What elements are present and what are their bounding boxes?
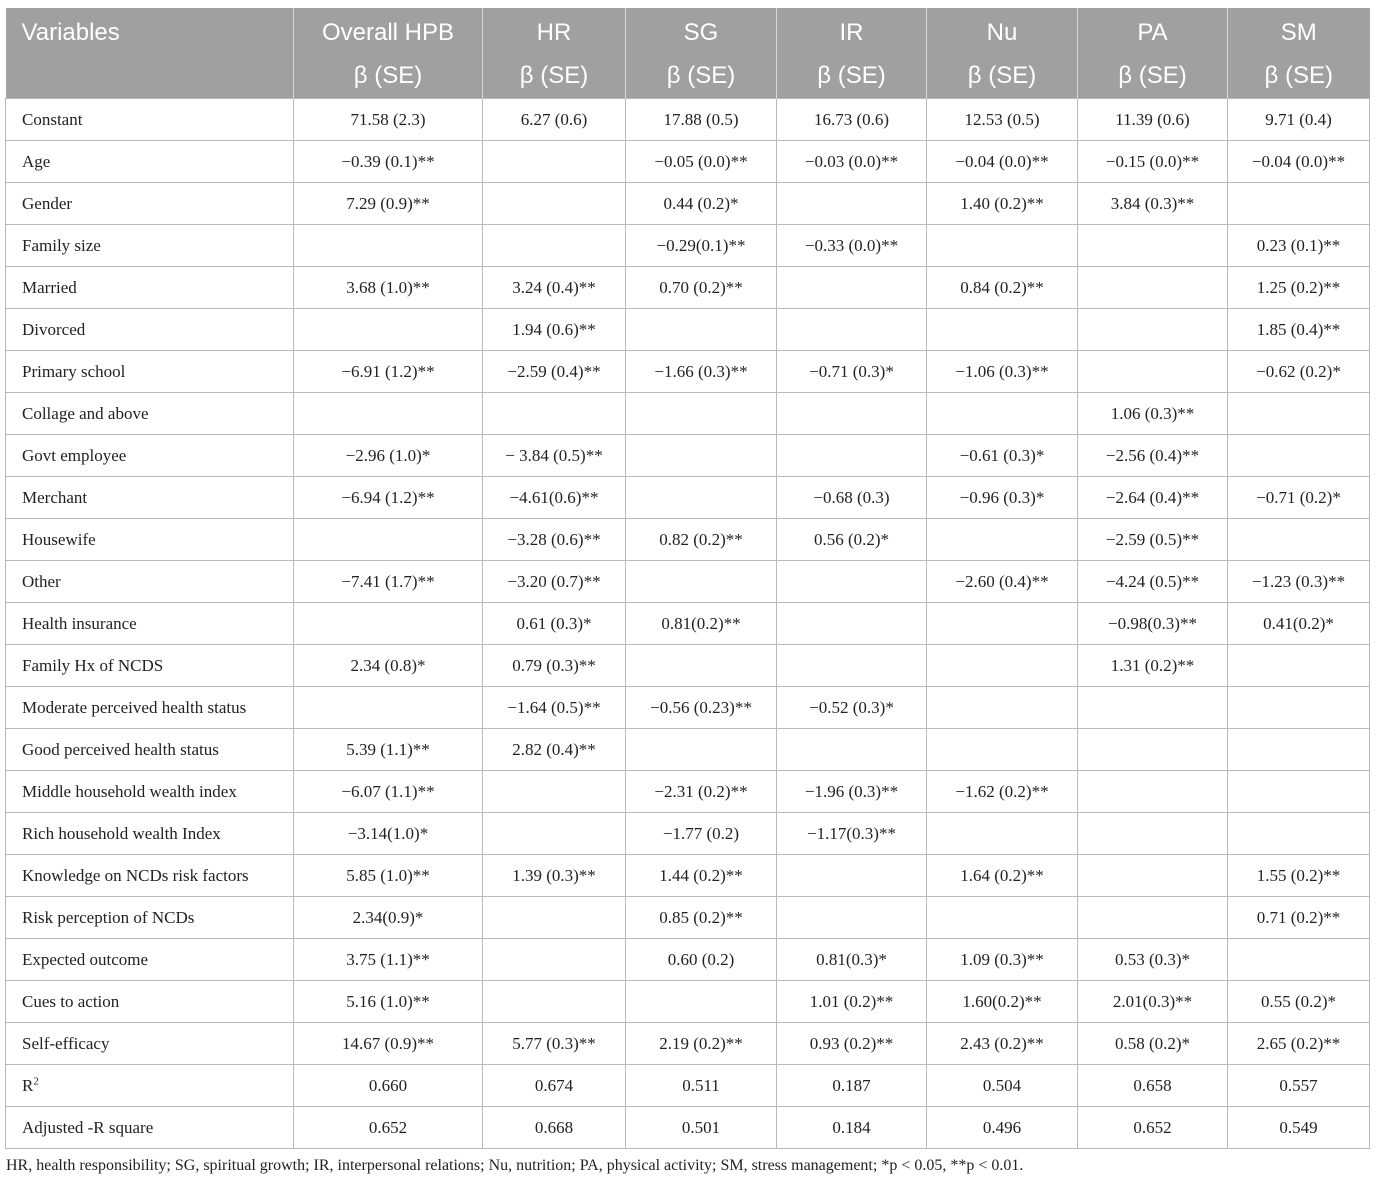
table-cell bbox=[483, 225, 626, 267]
row-label: Family Hx of NCDS bbox=[6, 645, 294, 687]
table-row bbox=[6, 393, 1370, 435]
table-cell bbox=[927, 645, 1078, 687]
table-row bbox=[6, 267, 1370, 309]
table-cell: 1.60(0.2)** bbox=[927, 981, 1078, 1023]
table-cell: 1.31 (0.2)** bbox=[1078, 645, 1228, 687]
table-cell: −1.77 (0.2) bbox=[626, 813, 777, 855]
table-cell: −0.03 (0.0)** bbox=[777, 141, 927, 183]
table-cell bbox=[777, 267, 927, 309]
table-cell: 0.501 bbox=[626, 1107, 777, 1149]
table-cell: 0.70 (0.2)** bbox=[626, 267, 777, 309]
table-cell: 1.64 (0.2)** bbox=[927, 855, 1078, 897]
table-row bbox=[6, 1107, 1370, 1149]
table-row bbox=[6, 225, 1370, 267]
table-cell: 0.187 bbox=[777, 1065, 927, 1107]
table-cell bbox=[294, 519, 483, 561]
table-cell: −2.56 (0.4)** bbox=[1078, 435, 1228, 477]
table-cell bbox=[1078, 309, 1228, 351]
table-cell: 0.660 bbox=[294, 1065, 483, 1107]
table-cell bbox=[483, 813, 626, 855]
table-cell bbox=[777, 183, 927, 225]
table-cell bbox=[483, 183, 626, 225]
subheader-beta-se: β (SE) bbox=[1078, 54, 1228, 99]
table-cell: 3.75 (1.1)** bbox=[294, 939, 483, 981]
table-row bbox=[6, 645, 1370, 687]
row-label: Risk perception of NCDs bbox=[6, 897, 294, 939]
table-cell: 6.27 (0.6) bbox=[483, 99, 626, 141]
table-cell: −4.24 (0.5)** bbox=[1078, 561, 1228, 603]
table-header bbox=[6, 8, 1370, 99]
table-cell: −0.71 (0.2)* bbox=[1228, 477, 1370, 519]
table-cell bbox=[626, 477, 777, 519]
table-cell: −2.64 (0.4)** bbox=[1078, 477, 1228, 519]
table-cell: −0.62 (0.2)* bbox=[1228, 351, 1370, 393]
table-cell: 9.71 (0.4) bbox=[1228, 99, 1370, 141]
row-label: Knowledge on NCDs risk factors bbox=[6, 855, 294, 897]
header-sm: SM bbox=[1228, 8, 1370, 54]
table-row bbox=[6, 855, 1370, 897]
table-cell: −2.59 (0.4)** bbox=[483, 351, 626, 393]
subheader-beta-se: β (SE) bbox=[626, 54, 777, 99]
table-cell: 0.61 (0.3)* bbox=[483, 603, 626, 645]
table-cell: −0.33 (0.0)** bbox=[777, 225, 927, 267]
table-row bbox=[6, 561, 1370, 603]
table-cell: 0.58 (0.2)* bbox=[1078, 1023, 1228, 1065]
table-cell: −6.94 (1.2)** bbox=[294, 477, 483, 519]
table-cell: −0.68 (0.3) bbox=[777, 477, 927, 519]
table-cell bbox=[1228, 939, 1370, 981]
table-cell: − 3.84 (0.5)** bbox=[483, 435, 626, 477]
table-cell: 0.71 (0.2)** bbox=[1228, 897, 1370, 939]
table-cell: −0.71 (0.3)* bbox=[777, 351, 927, 393]
table-cell bbox=[626, 981, 777, 1023]
header-overall-hpb: Overall HPB bbox=[294, 8, 483, 54]
table-cell: 0.41(0.2)* bbox=[1228, 603, 1370, 645]
table-cell: 5.77 (0.3)** bbox=[483, 1023, 626, 1065]
table-cell: 0.549 bbox=[1228, 1107, 1370, 1149]
table-cell: −2.31 (0.2)** bbox=[626, 771, 777, 813]
table-cell: −0.98(0.3)** bbox=[1078, 603, 1228, 645]
table-cell: −0.04 (0.0)** bbox=[927, 141, 1078, 183]
row-label: Family size bbox=[6, 225, 294, 267]
table-cell: −0.15 (0.0)** bbox=[1078, 141, 1228, 183]
table-cell: −1.96 (0.3)** bbox=[777, 771, 927, 813]
table-cell bbox=[1228, 687, 1370, 729]
superscript-2: 2 bbox=[33, 1074, 39, 1087]
table-cell: −7.41 (1.7)** bbox=[294, 561, 483, 603]
table-cell: 0.60 (0.2) bbox=[626, 939, 777, 981]
subheader-beta-se: β (SE) bbox=[483, 54, 626, 99]
table-cell: 2.34 (0.8)* bbox=[294, 645, 483, 687]
table-cell bbox=[1228, 393, 1370, 435]
table-cell bbox=[1078, 687, 1228, 729]
header-row-beta-se bbox=[6, 54, 1370, 99]
table-cell: 0.557 bbox=[1228, 1065, 1370, 1107]
table-cell: 1.39 (0.3)** bbox=[483, 855, 626, 897]
table-cell bbox=[294, 309, 483, 351]
table-cell: 1.44 (0.2)** bbox=[626, 855, 777, 897]
table-cell: 0.668 bbox=[483, 1107, 626, 1149]
table-cell: −3.28 (0.6)** bbox=[483, 519, 626, 561]
table-cell: 0.81(0.2)** bbox=[626, 603, 777, 645]
table-cell: −1.62 (0.2)** bbox=[927, 771, 1078, 813]
table-cell: −1.23 (0.3)** bbox=[1228, 561, 1370, 603]
table-cell: 71.58 (2.3) bbox=[294, 99, 483, 141]
table-cell: −2.59 (0.5)** bbox=[1078, 519, 1228, 561]
table-cell: −6.91 (1.2)** bbox=[294, 351, 483, 393]
table-cell: 17.88 (0.5) bbox=[626, 99, 777, 141]
table-cell: 16.73 (0.6) bbox=[777, 99, 927, 141]
table-cell bbox=[1078, 813, 1228, 855]
table-cell bbox=[927, 603, 1078, 645]
subheader-beta-se: β (SE) bbox=[294, 54, 483, 99]
table-cell bbox=[927, 897, 1078, 939]
table-cell bbox=[927, 729, 1078, 771]
table-cell: 2.43 (0.2)** bbox=[927, 1023, 1078, 1065]
table-cell: 0.84 (0.2)** bbox=[927, 267, 1078, 309]
table-row bbox=[6, 897, 1370, 939]
table-cell: 1.09 (0.3)** bbox=[927, 939, 1078, 981]
row-label: Adjusted -R square bbox=[6, 1107, 294, 1149]
table-cell bbox=[1228, 519, 1370, 561]
table-cell bbox=[483, 939, 626, 981]
row-label: Primary school bbox=[6, 351, 294, 393]
row-label: Expected outcome bbox=[6, 939, 294, 981]
table-cell bbox=[1228, 645, 1370, 687]
table-cell: 1.01 (0.2)** bbox=[777, 981, 927, 1023]
table-row bbox=[6, 729, 1370, 771]
table-cell bbox=[777, 855, 927, 897]
table-cell bbox=[1078, 225, 1228, 267]
table-cell: 2.34(0.9)* bbox=[294, 897, 483, 939]
table-row bbox=[6, 1065, 1370, 1107]
table-row bbox=[6, 183, 1370, 225]
table-cell: 1.06 (0.3)** bbox=[1078, 393, 1228, 435]
table-cell: 0.674 bbox=[483, 1065, 626, 1107]
table-cell: 3.68 (1.0)** bbox=[294, 267, 483, 309]
table-row bbox=[6, 477, 1370, 519]
row-label: Married bbox=[6, 267, 294, 309]
table-row bbox=[6, 351, 1370, 393]
table-cell bbox=[483, 981, 626, 1023]
table-cell: 0.85 (0.2)** bbox=[626, 897, 777, 939]
table-cell: −0.56 (0.23)** bbox=[626, 687, 777, 729]
table-cell: −0.05 (0.0)** bbox=[626, 141, 777, 183]
table-cell: 0.55 (0.2)* bbox=[1228, 981, 1370, 1023]
table-cell: −2.96 (1.0)* bbox=[294, 435, 483, 477]
regression-table-figure bbox=[5, 8, 1369, 1175]
table-cell: 0.56 (0.2)* bbox=[777, 519, 927, 561]
table-cell bbox=[483, 141, 626, 183]
table-cell: 0.23 (0.1)** bbox=[1228, 225, 1370, 267]
table-cell: 5.85 (1.0)** bbox=[294, 855, 483, 897]
header-variables: Variables bbox=[6, 8, 294, 54]
table-cell bbox=[626, 393, 777, 435]
table-cell bbox=[927, 309, 1078, 351]
table-cell bbox=[483, 393, 626, 435]
table-cell bbox=[927, 225, 1078, 267]
table-cell bbox=[294, 687, 483, 729]
header-ir: IR bbox=[777, 8, 927, 54]
table-cell: 5.16 (1.0)** bbox=[294, 981, 483, 1023]
table-cell: 1.25 (0.2)** bbox=[1228, 267, 1370, 309]
table-cell: −2.60 (0.4)** bbox=[927, 561, 1078, 603]
table-cell: 1.85 (0.4)** bbox=[1228, 309, 1370, 351]
table-cell bbox=[294, 603, 483, 645]
table-cell bbox=[1078, 267, 1228, 309]
table-cell: 12.53 (0.5) bbox=[927, 99, 1078, 141]
header-row-columns bbox=[6, 8, 1370, 54]
table-cell bbox=[294, 393, 483, 435]
table-cell bbox=[1228, 183, 1370, 225]
table-cell: −1.64 (0.5)** bbox=[483, 687, 626, 729]
row-label: Self-efficacy bbox=[6, 1023, 294, 1065]
table-row bbox=[6, 435, 1370, 477]
table-cell bbox=[626, 729, 777, 771]
table-cell: −4.61(0.6)** bbox=[483, 477, 626, 519]
table-cell: 0.652 bbox=[294, 1107, 483, 1149]
header-nu: Nu bbox=[927, 8, 1078, 54]
table-cell: 0.82 (0.2)** bbox=[626, 519, 777, 561]
row-label: Constant bbox=[6, 99, 294, 141]
header-sg: SG bbox=[626, 8, 777, 54]
row-label: Govt employee bbox=[6, 435, 294, 477]
table-cell bbox=[294, 225, 483, 267]
row-label: Collage and above bbox=[6, 393, 294, 435]
table-row bbox=[6, 687, 1370, 729]
table-cell: −1.17(0.3)** bbox=[777, 813, 927, 855]
table-cell bbox=[777, 897, 927, 939]
table-cell bbox=[777, 435, 927, 477]
table-cell: −6.07 (1.1)** bbox=[294, 771, 483, 813]
table-cell bbox=[777, 645, 927, 687]
table-cell: 0.504 bbox=[927, 1065, 1078, 1107]
table-cell bbox=[626, 645, 777, 687]
table-cell bbox=[777, 561, 927, 603]
table-cell: −3.20 (0.7)** bbox=[483, 561, 626, 603]
row-label: Merchant bbox=[6, 477, 294, 519]
subheader-beta-se: β (SE) bbox=[927, 54, 1078, 99]
table-cell: 14.67 (0.9)** bbox=[294, 1023, 483, 1065]
table-cell: −1.66 (0.3)** bbox=[626, 351, 777, 393]
table-cell: −0.96 (0.3)* bbox=[927, 477, 1078, 519]
row-label: Housewife bbox=[6, 519, 294, 561]
table-cell bbox=[777, 603, 927, 645]
table-cell: 1.55 (0.2)** bbox=[1228, 855, 1370, 897]
table-cell: 0.53 (0.3)* bbox=[1078, 939, 1228, 981]
table-footnote: HR, health responsibility; SG, spiritual growth; IR, interpersonal relations; Nu, nutrition; PA, physical activity; SM, stress management; *p < 0.05, **p < 0.01. bbox=[6, 1157, 1024, 1174]
table-cell: −0.52 (0.3)* bbox=[777, 687, 927, 729]
table-cell bbox=[1078, 729, 1228, 771]
table-cell: 0.79 (0.3)** bbox=[483, 645, 626, 687]
table-row bbox=[6, 981, 1370, 1023]
table-cell: 0.93 (0.2)** bbox=[777, 1023, 927, 1065]
table-body bbox=[6, 99, 1370, 1149]
row-label: Age bbox=[6, 141, 294, 183]
row-label: Middle household wealth index bbox=[6, 771, 294, 813]
table-row bbox=[6, 99, 1370, 141]
header-hr: HR bbox=[483, 8, 626, 54]
table-cell bbox=[1078, 351, 1228, 393]
table-cell: −0.39 (0.1)** bbox=[294, 141, 483, 183]
table-cell bbox=[1228, 435, 1370, 477]
table-cell: −3.14(1.0)* bbox=[294, 813, 483, 855]
table-cell bbox=[626, 435, 777, 477]
subheader-beta-se: β (SE) bbox=[777, 54, 927, 99]
table-cell bbox=[777, 309, 927, 351]
table-cell bbox=[483, 771, 626, 813]
table-cell bbox=[1228, 813, 1370, 855]
table-cell: 2.65 (0.2)** bbox=[1228, 1023, 1370, 1065]
table-cell bbox=[927, 519, 1078, 561]
table-cell bbox=[1078, 897, 1228, 939]
table-cell bbox=[1228, 771, 1370, 813]
table-cell: 5.39 (1.1)** bbox=[294, 729, 483, 771]
table-cell bbox=[927, 393, 1078, 435]
table-cell bbox=[927, 687, 1078, 729]
row-label: Moderate perceived health status bbox=[6, 687, 294, 729]
table-cell: 2.01(0.3)** bbox=[1078, 981, 1228, 1023]
regression-table bbox=[5, 8, 1370, 1149]
header-pa: PA bbox=[1078, 8, 1228, 54]
header-blank bbox=[6, 54, 294, 99]
row-label: Cues to action bbox=[6, 981, 294, 1023]
subheader-beta-se: β (SE) bbox=[1228, 54, 1370, 99]
table-cell: 1.94 (0.6)** bbox=[483, 309, 626, 351]
row-label: Gender bbox=[6, 183, 294, 225]
table-cell: −0.61 (0.3)* bbox=[927, 435, 1078, 477]
table-row bbox=[6, 939, 1370, 981]
table-cell bbox=[626, 561, 777, 603]
table-cell: 0.511 bbox=[626, 1065, 777, 1107]
table-cell: −0.04 (0.0)** bbox=[1228, 141, 1370, 183]
table-cell: 0.44 (0.2)* bbox=[626, 183, 777, 225]
table-cell: 0.496 bbox=[927, 1107, 1078, 1149]
table-cell bbox=[483, 897, 626, 939]
table-cell bbox=[777, 729, 927, 771]
row-label: Good perceived health status bbox=[6, 729, 294, 771]
row-label: Other bbox=[6, 561, 294, 603]
table-cell bbox=[626, 309, 777, 351]
table-row bbox=[6, 519, 1370, 561]
row-label: $R^2$ bbox=[6, 1065, 294, 1107]
table-cell bbox=[777, 393, 927, 435]
table-row bbox=[6, 141, 1370, 183]
table-row bbox=[6, 309, 1370, 351]
table-cell: 2.19 (0.2)** bbox=[626, 1023, 777, 1065]
table-row bbox=[6, 603, 1370, 645]
table-cell bbox=[1228, 729, 1370, 771]
row-label: Divorced bbox=[6, 309, 294, 351]
table-cell: 0.652 bbox=[1078, 1107, 1228, 1149]
table-cell: 0.658 bbox=[1078, 1065, 1228, 1107]
table-row bbox=[6, 1023, 1370, 1065]
table-cell: 7.29 (0.9)** bbox=[294, 183, 483, 225]
table-cell bbox=[927, 813, 1078, 855]
row-label: Health insurance bbox=[6, 603, 294, 645]
table-cell: 0.81(0.3)* bbox=[777, 939, 927, 981]
table-cell: 11.39 (0.6) bbox=[1078, 99, 1228, 141]
table-cell: 1.40 (0.2)** bbox=[927, 183, 1078, 225]
table-cell bbox=[1078, 855, 1228, 897]
table-cell: 3.24 (0.4)** bbox=[483, 267, 626, 309]
table-row bbox=[6, 813, 1370, 855]
table-cell bbox=[1078, 771, 1228, 813]
table-cell: 0.184 bbox=[777, 1107, 927, 1149]
table-cell: 2.82 (0.4)** bbox=[483, 729, 626, 771]
table-cell: 3.84 (0.3)** bbox=[1078, 183, 1228, 225]
table-cell: −0.29(0.1)** bbox=[626, 225, 777, 267]
table-cell: −1.06 (0.3)** bbox=[927, 351, 1078, 393]
table-row bbox=[6, 771, 1370, 813]
row-label: Rich household wealth Index bbox=[6, 813, 294, 855]
